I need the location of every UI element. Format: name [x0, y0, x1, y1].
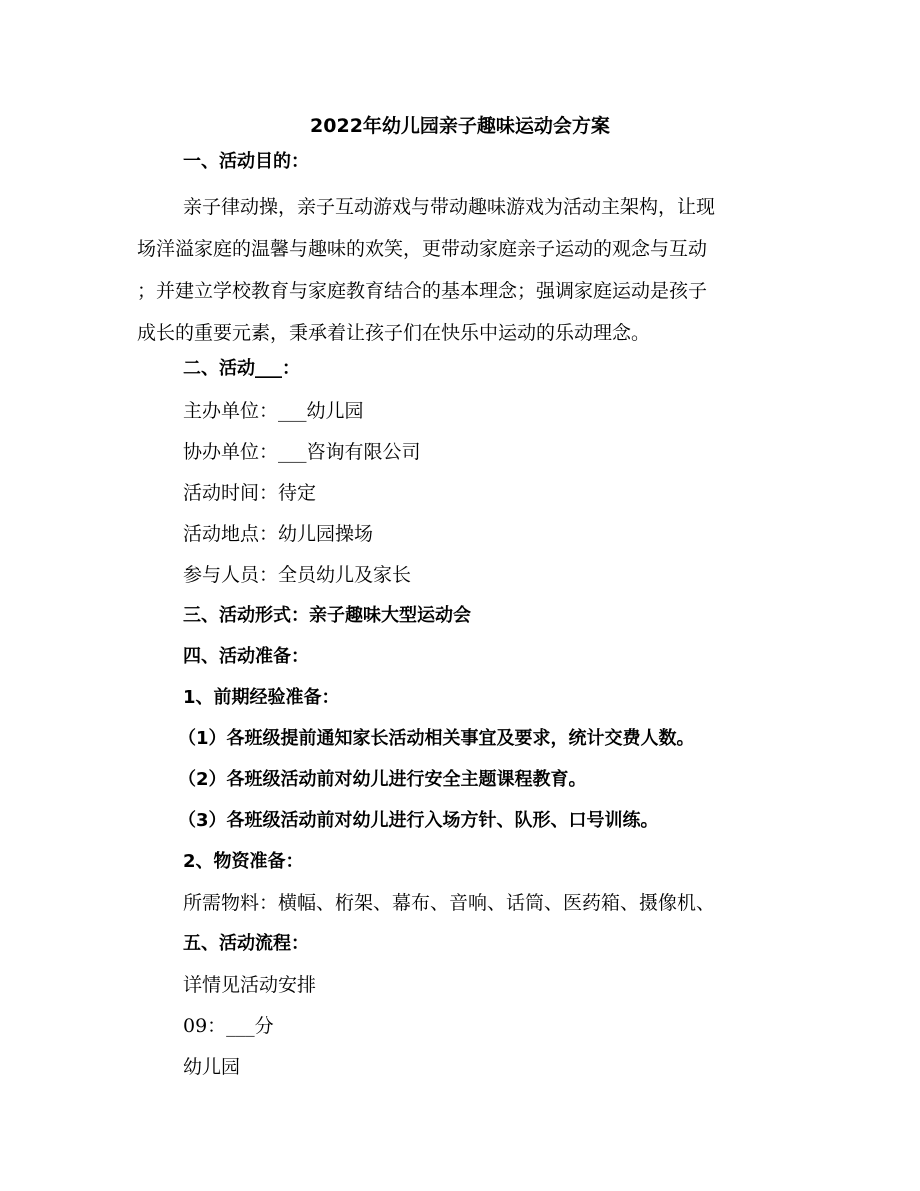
paragraph-line: 成长的重要元素，秉承着让孩子们在快乐中运动的乐动理念。 — [137, 322, 651, 344]
prep-item-2: （2）各班级活动前对幼儿进行安全主题课程教育。 — [178, 769, 587, 790]
section-2-heading: 二、活动___： — [183, 358, 300, 379]
section-4-sub-2-heading: 2、物资准备： — [183, 851, 304, 872]
document-title: 2022年幼儿园亲子趣味运动会方案 — [310, 115, 610, 137]
prep-item-3: （3）各班级活动前对幼儿进行入场方针、队形、口号训练。 — [178, 810, 659, 831]
activity-time-line: 活动时间：待定 — [183, 482, 317, 504]
paragraph-line: 亲子律动操，亲子互动游戏与带动趣味游戏为活动主架构，让现 — [183, 196, 716, 218]
organizer-line: 主办单位：___幼儿园 — [183, 400, 364, 422]
schedule-time-line: 09：___分 — [183, 1015, 274, 1037]
paragraph-line: ；并建立学校教育与家庭教育结合的基本理念；强调家庭运动是孩子 — [137, 280, 708, 302]
activity-location-line: 活动地点：幼儿园操场 — [183, 523, 374, 545]
section-4-heading: 四、活动准备： — [183, 646, 309, 667]
section-4-sub-1-heading: 1、前期经验准备： — [183, 687, 340, 708]
prep-item-1: （1）各班级提前通知家长活动相关事宜及要求，统计交费人数。 — [178, 728, 695, 749]
section-3-heading: 三、活动形式：亲子趣味大型运动会 — [183, 605, 471, 626]
materials-line: 所需物料：横幅、桁架、幕布、音响、话筒、医药箱、摄像机、 — [183, 892, 716, 914]
section-1-paragraph — [137, 186, 777, 354]
section-5-heading: 五、活动流程： — [183, 933, 309, 954]
schedule-place-line: 幼儿园 — [183, 1056, 241, 1078]
schedule-note-line: 详情见活动安排 — [183, 974, 317, 996]
co-organizer-line: 协办单位：___咨询有限公司 — [183, 441, 421, 463]
paragraph-line: 场洋溢家庭的温馨与趣味的欢笑，更带动家庭亲子运动的观念与互动 — [137, 238, 708, 260]
section-1-heading: 一、活动目的： — [183, 151, 309, 172]
participants-line: 参与人员：全员幼儿及家长 — [183, 564, 412, 586]
